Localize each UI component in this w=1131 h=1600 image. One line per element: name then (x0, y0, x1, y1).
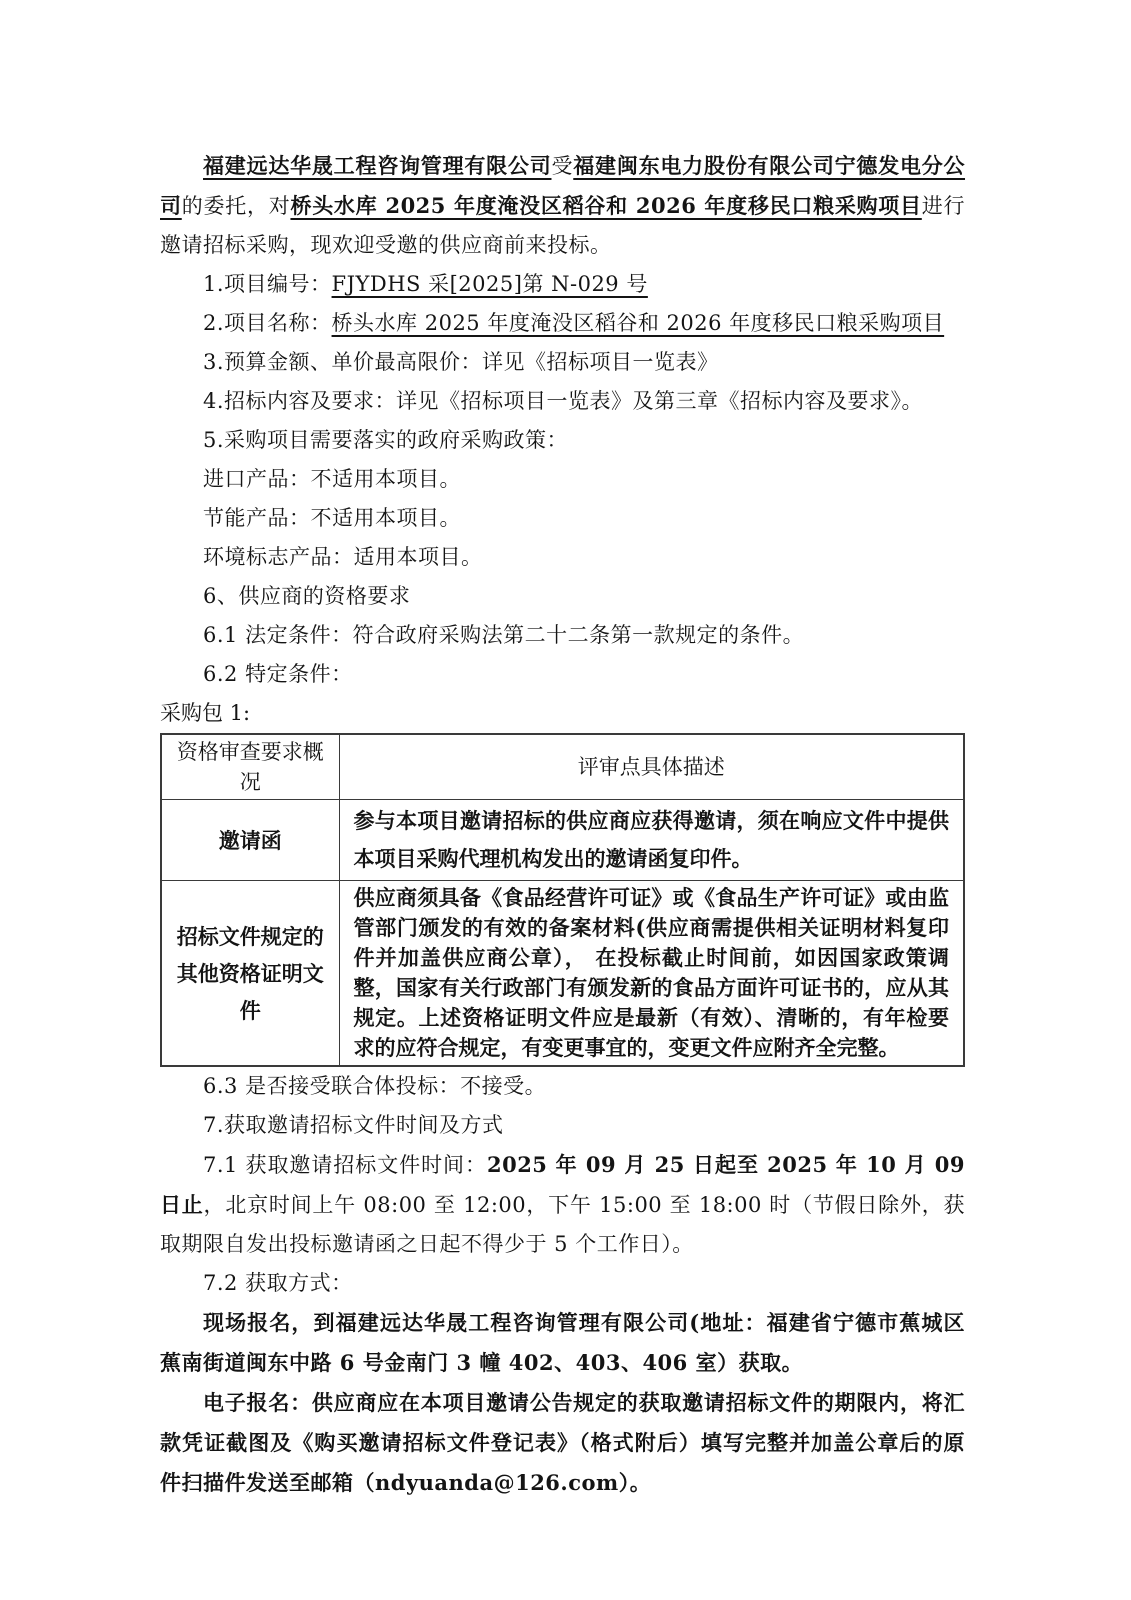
list-item-procurement-policy (160, 421, 965, 460)
text-segment: 环境标志产品：适用本项目。 (203, 545, 483, 569)
text-segment: 受 (551, 154, 574, 178)
text-segment: 桥头水库 2025 年度淹没区稻谷和 2026 年度移民口粮采购项目 (331, 311, 945, 335)
text-segment: 的委托，对 (181, 194, 291, 218)
text-segment: 福建闽东电力股份有限公司宁德发电分公司 (160, 153, 966, 218)
text-segment: 6.2 特定条件： (203, 662, 353, 686)
table-header-qualification-overview: 资格审查要求概况 (161, 734, 339, 800)
list-item-project-number (160, 265, 965, 304)
list-item-energy-products (160, 499, 965, 538)
text-segment: 现场报名，到福建远达华晟工程咨询管理有限公司(地址：福建省宁德市蕉城区蕉南街道闽东中路 6 号金南门 3 幢 402、403、406 室）获取。 (160, 1310, 965, 1375)
text-segment: 桥头水库 2025 年度淹没区稻谷和 2026 年度移民口粮采购项目 (290, 193, 922, 218)
text-segment: 1.项目编号： (203, 272, 332, 296)
text-segment: 电子报名：供应商应在本项目邀请公告规定的获取邀请招标文件的期限内，将汇款凭证截图及《购买邀请招标文件登记表》（格式附后）填写完整并加盖公章后的原件扫描件发送至邮箱（ndyuanda@126.com）。 (160, 1390, 965, 1495)
package-label: 采购包 1: (160, 701, 251, 725)
paragraph-obtain-time (160, 1145, 965, 1264)
list-item-legal-condition (160, 616, 965, 655)
list-item-obtain-heading (160, 1106, 965, 1145)
text-segment: 7.获取邀请招标文件时间及方式 (203, 1113, 504, 1137)
list-item-import-products (160, 460, 965, 499)
cell-label-invitation-letter: 邀请函 (161, 800, 339, 881)
list-item-bid-content (160, 382, 965, 421)
text-segment: 5.采购项目需要落实的政府采购政策： (203, 428, 569, 452)
cell-label-other-certificates: 招标文件规定的其他资格证明文件 (161, 881, 339, 1067)
list-item-env-products (160, 538, 965, 577)
text-segment: 7.1 获取邀请招标文件时间： (203, 1153, 487, 1177)
text-segment: ，北京时间上午 08:00 至 12:00，下午 15:00 至 18:00 时（节假日除外，获取期限自发出投标邀请函之日起不得少于 5 个工作日）。 (160, 1193, 965, 1256)
table-header-row (161, 734, 964, 800)
cell-desc-other-certificates: 供应商须具备《食品经营许可证》或《食品生产许可证》或由监管部门颁发的有效的备案材料(供应商需提供相关证明材料复印件并加盖供应商公章）， 在投标截止时间前，如因国家政策调整，国家有关行政部门有颁发新的食品方面许可证书的，应从其规定。上述资格证明文件应是最新（有效）、清晰的，有年检要求的应符合规定，有变更事宜的，变更文件应附齐全完整。 (339, 881, 964, 1067)
text-segment: 2025 年 09 月 25 日起至 2025 年 10 月 09 日止 (160, 1152, 965, 1217)
list-item-budget (160, 343, 965, 382)
cell-desc-invitation-letter: 参与本项目邀请招标的供应商应获得邀请，须在响应文件中提供本项目采购代理机构发出的邀请函复印件。 (339, 800, 964, 881)
list-item-project-name (160, 304, 965, 343)
text-segment: 进行邀请招标采购，现欢迎受邀的供应商前来投标。 (160, 194, 966, 257)
list-item-joint-bid (160, 1067, 965, 1106)
text-segment: 4.招标内容及要求：详见《招标项目一览表》及第三章《招标内容及要求》。 (203, 389, 924, 413)
text-segment: 6、供应商的资格要求 (203, 584, 411, 608)
text-segment: 6.3 是否接受联合体投标：不接受。 (203, 1074, 547, 1098)
text-segment: 节能产品：不适用本项目。 (203, 506, 461, 530)
list-item-specific-condition (160, 655, 965, 694)
table-row-other-certificates (161, 881, 964, 1067)
text-segment: FJYDHS 采[2025]第 N-029 号 (331, 272, 648, 296)
text-segment: 2.项目名称： (203, 311, 332, 335)
text-segment: 福建远达华晟工程咨询管理有限公司 (203, 153, 552, 178)
paragraph-electronic-registration (160, 1383, 965, 1503)
list-item-supplier-qualification (160, 577, 965, 616)
text-segment: 3.预算金额、单价最高限价：详见《招标项目一览表》 (203, 350, 719, 374)
table-header-review-description: 评审点具体描述 (339, 734, 964, 800)
intro-paragraph (160, 146, 965, 265)
text-segment: 7.2 获取方式： (203, 1271, 353, 1295)
paragraph-onsite-registration (160, 1303, 965, 1383)
text-segment: 进口产品：不适用本项目。 (203, 467, 461, 491)
table-row-invitation-letter (161, 800, 964, 881)
qualification-table (160, 733, 965, 1067)
text-segment: 6.1 法定条件：符合政府采购法第二十二条第一款规定的条件。 (203, 623, 805, 647)
list-item-obtain-method (160, 1264, 965, 1303)
